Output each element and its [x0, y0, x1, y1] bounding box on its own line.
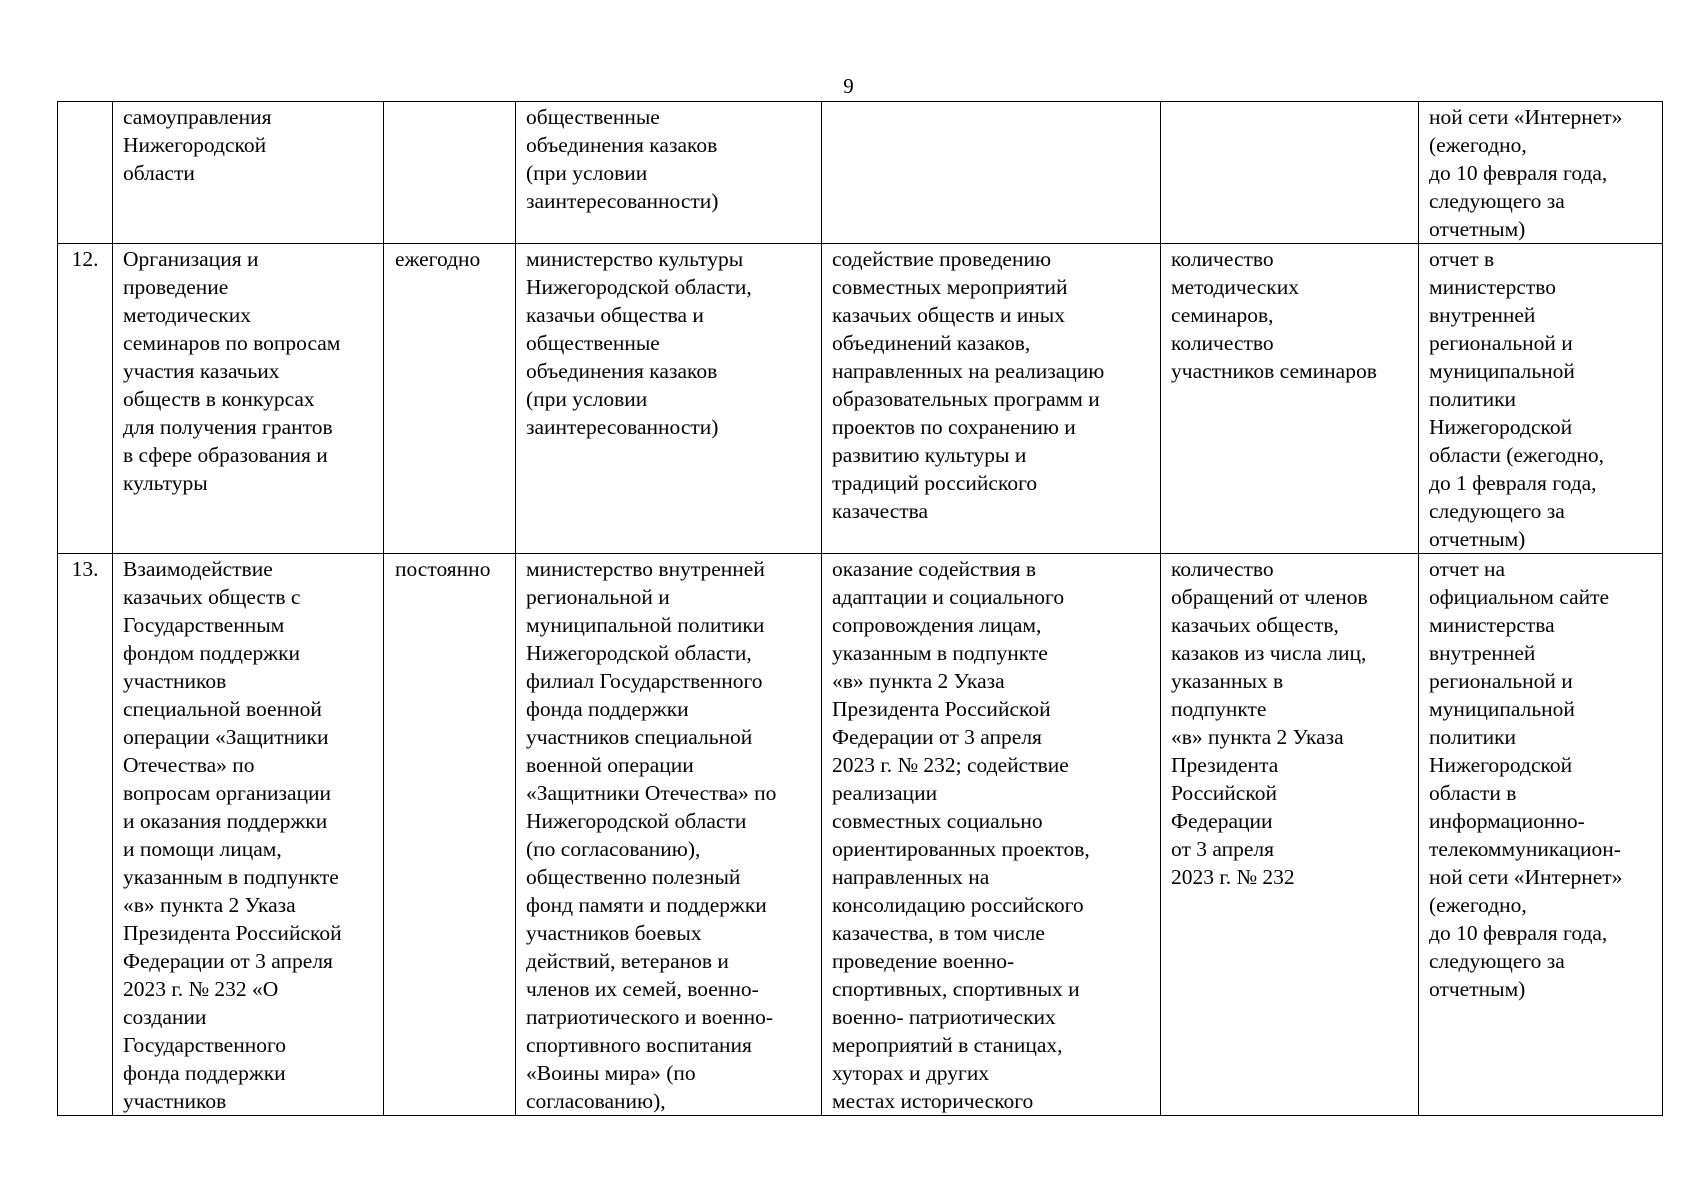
event-indicator	[1161, 102, 1419, 244]
event-name: самоуправления Нижегородской области	[113, 102, 384, 244]
event-executors: общественные объединения казаков (при условии заинтересованности)	[516, 102, 822, 244]
event-report: отчет на официальном сайте министерства внутренней региональной и муниципальной политики Нижегородской области в информационно- телекоммуникацион- ной сети «Интернет» (ежегодно, до 10 февраля года, следующего за отчетным)	[1419, 554, 1663, 1116]
table-row	[58, 102, 1663, 244]
event-executors: министерство культуры Нижегородской области, казачьи общества и общественные объединения казаков (при условии заинтересованности)	[516, 244, 822, 554]
row-number: 13.	[58, 554, 113, 1116]
event-name: Взаимодействие казачьих обществ с Государственным фондом поддержки участников специальной военной операции «Защитники Отечества» по вопросам организации и оказания поддержки и помощи лицам, указанным в подпункте «в» пункта 2 Указа Президента Российской Федерации от 3 апреля 2023 г. № 232 «О создании Государственного фонда поддержки участников	[113, 554, 384, 1116]
event-result	[822, 102, 1161, 244]
event-report: отчет в министерство внутренней региональной и муниципальной политики Нижегородской области (ежегодно, до 1 февраля года, следующего за отчетным)	[1419, 244, 1663, 554]
event-report: ной сети «Интернет» (ежегодно, до 10 февраля года, следующего за отчетным)	[1419, 102, 1663, 244]
event-result: оказание содействия в адаптации и социального сопровождения лицам, указанным в подпункте «в» пункта 2 Указа Президента Российской Федерации от 3 апреля 2023 г. № 232; содействие реализации совместных социально ориентированных проектов, направленных на консолидацию российского казачества, в том числе проведение военно- спортивных, спортивных и военно- патриотических мероприятий в станицах, хуторах и других местах исторического	[822, 554, 1161, 1116]
event-period	[384, 102, 516, 244]
event-period: ежегодно	[384, 244, 516, 554]
event-name: Организация и проведение методических семинаров по вопросам участия казачьих обществ в конкурсах для получения грантов в сфере образования и культуры	[113, 244, 384, 554]
table-row	[58, 554, 1663, 1116]
event-indicator: количество обращений от членов казачьих обществ, казаков из числа лиц, указанных в подпункте «в» пункта 2 Указа Президента Российской Федерации от 3 апреля 2023 г. № 232	[1161, 554, 1419, 1116]
event-indicator: количество методических семинаров, количество участников семинаров	[1161, 244, 1419, 554]
event-executors: министерство внутренней региональной и муниципальной политики Нижегородской области, филиал Государственного фонда поддержки участников специальной военной операции «Защитники Отечества» по Нижегородской области (по согласованию), общественно полезный фонд памяти и поддержки участников боевых действий, ветеранов и членов их семей, военно- патриотического и военно- спортивного воспитания «Воины мира» (по согласованию),	[516, 554, 822, 1116]
row-number	[58, 102, 113, 244]
row-number: 12.	[58, 244, 113, 554]
event-plan-table	[57, 101, 1663, 1116]
event-period: постоянно	[384, 554, 516, 1116]
event-result: содействие проведению совместных мероприятий казачьих обществ и иных объединений казаков, направленных на реализацию образовательных программ и проектов по сохранению и развитию культуры и традиций российского казачества	[822, 244, 1161, 554]
table-row	[58, 244, 1663, 554]
page-number: 9	[843, 74, 854, 98]
